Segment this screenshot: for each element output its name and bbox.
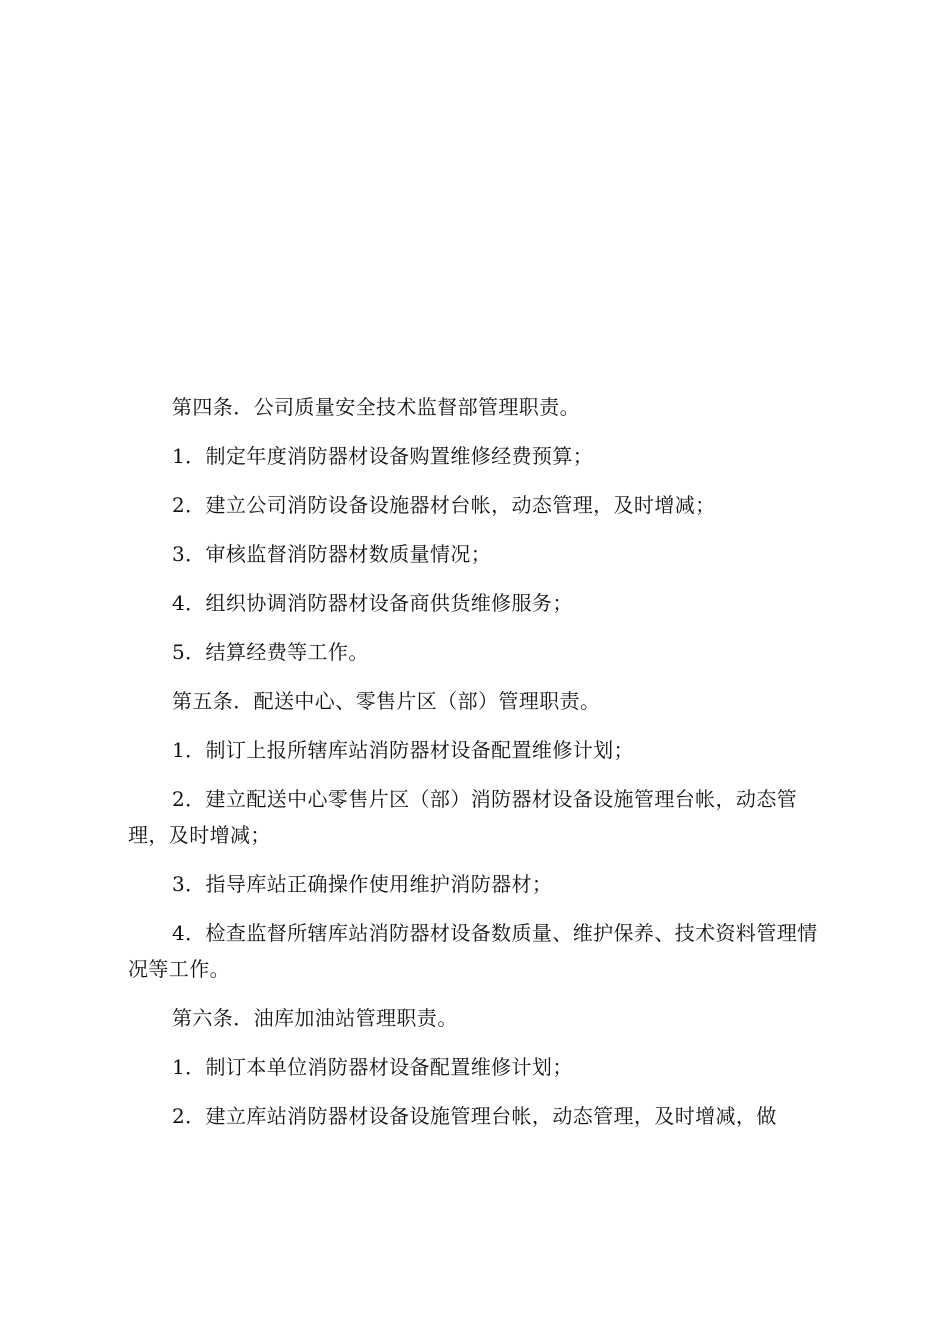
article-5-item-4: 4．检查监督所辖库站消防器材设备数质量、维护保养、技术资料管理情况等工作。 xyxy=(128,921,818,981)
article-5-item-2: 2．建立配送中心零售片区（部）消防器材设备设施管理台帐，动态管理，及时增减； xyxy=(128,787,798,847)
article-5-heading: 第五条．配送中心、零售片区（部）管理职责。 xyxy=(172,689,601,713)
article-4-item-5: 5．结算经费等工作。 xyxy=(172,640,369,664)
article-6-item-2: 2．建立库站消防器材设备设施管理台帐，动态管理，及时增减，做 xyxy=(172,1104,777,1128)
document-body xyxy=(128,389,834,1147)
article-4-heading: 第四条．公司质量安全技术监督部管理职责。 xyxy=(172,395,580,419)
article-5-item-1: 1．制订上报所辖库站消防器材设备配置维修计划； xyxy=(172,738,634,762)
article-4-item-3: 3．审核监督消防器材数质量情况； xyxy=(172,542,492,566)
article-6-heading: 第六条．油库加油站管理职责。 xyxy=(172,1006,458,1030)
article-4-item-4: 4．组织协调消防器材设备商供货维修服务； xyxy=(172,591,573,615)
article-4-item-2: 2．建立公司消防设备设施器材台帐，动态管理，及时增减； xyxy=(172,493,716,517)
article-6-item-1: 1．制订本单位消防器材设备配置维修计划； xyxy=(172,1055,573,1079)
article-5-item-3: 3．指导库站正确操作使用维护消防器材； xyxy=(172,872,553,896)
article-4-item-1: 1．制定年度消防器材设备购置维修经费预算； xyxy=(172,444,594,468)
